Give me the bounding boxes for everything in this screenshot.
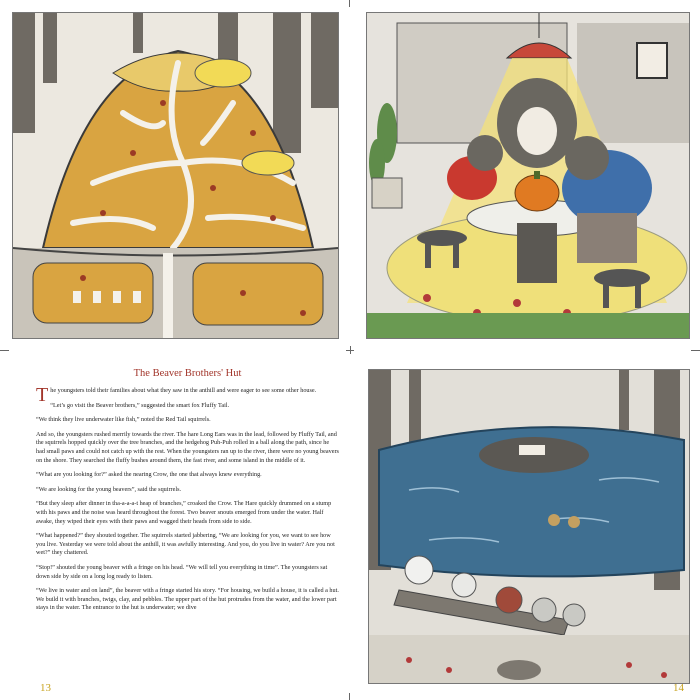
- drop-cap: T: [36, 384, 49, 406]
- story-paragraph: “We are looking for the young beavers”, said the squirrels.: [36, 485, 182, 493]
- story-paragraph: “Stop!” shouted the young beaver with a fringe on his head. “We will tell you everything in time”. The youngsters sat down side by side on a long log ready to listen.: [36, 563, 328, 580]
- story-paragraph: “What are you looking for?” asked the nearing Crow, the one that always knew everything.: [36, 471, 262, 479]
- story-text-page: [36, 368, 339, 680]
- story-paragraph: “We live in water and on land”, the beaver with a fringe started his story. “For housing, we build a house, it is called a hut. We build it with branches, twigs, clay, and pebbles. The upper part of the hut protrudes from the water, and the lower part stays in the water. The entrance to the hut is underwater; we dive: [36, 587, 339, 612]
- page-number-right: 14: [673, 682, 684, 694]
- crop-mark: [0, 350, 9, 351]
- page-number-left: 13: [40, 682, 51, 694]
- chapter-title: The Beaver Brothers' Hut: [133, 368, 242, 379]
- story-paragraph: “What happened?” they shouted together. The squirrels started jabbering, “We are looking for you, we want to see how you live. Yesterday we were told about the anthill, it was awfully interesting. And you, do you live in water? Are you not wet?” they chattered.: [36, 532, 335, 557]
- story-paragraph: And so, the youngsters rushed merrily towards the river. The hare Long Ears was in the lead, followed by Fluffy Tail, and the squirrels hopped quickly over the tree branches, and the hedgehog Puh-Puh rolled in a ball along the path, since he had small paws and could not catch up with the rest. When the youngsters ran up to the river, there were no young beavers on the shore. They searched the fluffy bushes around them, the fast river, and some island in the middle of it.: [36, 430, 339, 464]
- kitchen-illustration: [366, 12, 690, 339]
- crop-mark: [346, 350, 354, 351]
- crop-mark: [349, 0, 350, 7]
- river-illustration: [368, 369, 690, 684]
- story-paragraph: “Let’s go visit the Beaver brothers,” suggested the smart fox Fluffy Tail.: [50, 401, 230, 409]
- paragraph-text: he youngsters told their families about what they saw in the anthill and were eager to see some other house.: [50, 387, 317, 394]
- story-paragraph: “But they sleep after dinner in tha-a-a-a-t heap of branches,” croaked the Crow. The Hare quickly drummed on a stump with his paws and the noise was heard throughout the forest. Two beaver snouts emerged from under the water. Half awake, they wiped their eyes with their paws and wagged their heads from side to side.: [36, 500, 332, 525]
- crop-mark: [691, 350, 700, 351]
- story-paragraph: “We think they live underwater like fish,” noted the Red Tail squirrels.: [36, 416, 211, 424]
- crop-mark: [349, 693, 350, 700]
- anthill-illustration: [12, 12, 339, 339]
